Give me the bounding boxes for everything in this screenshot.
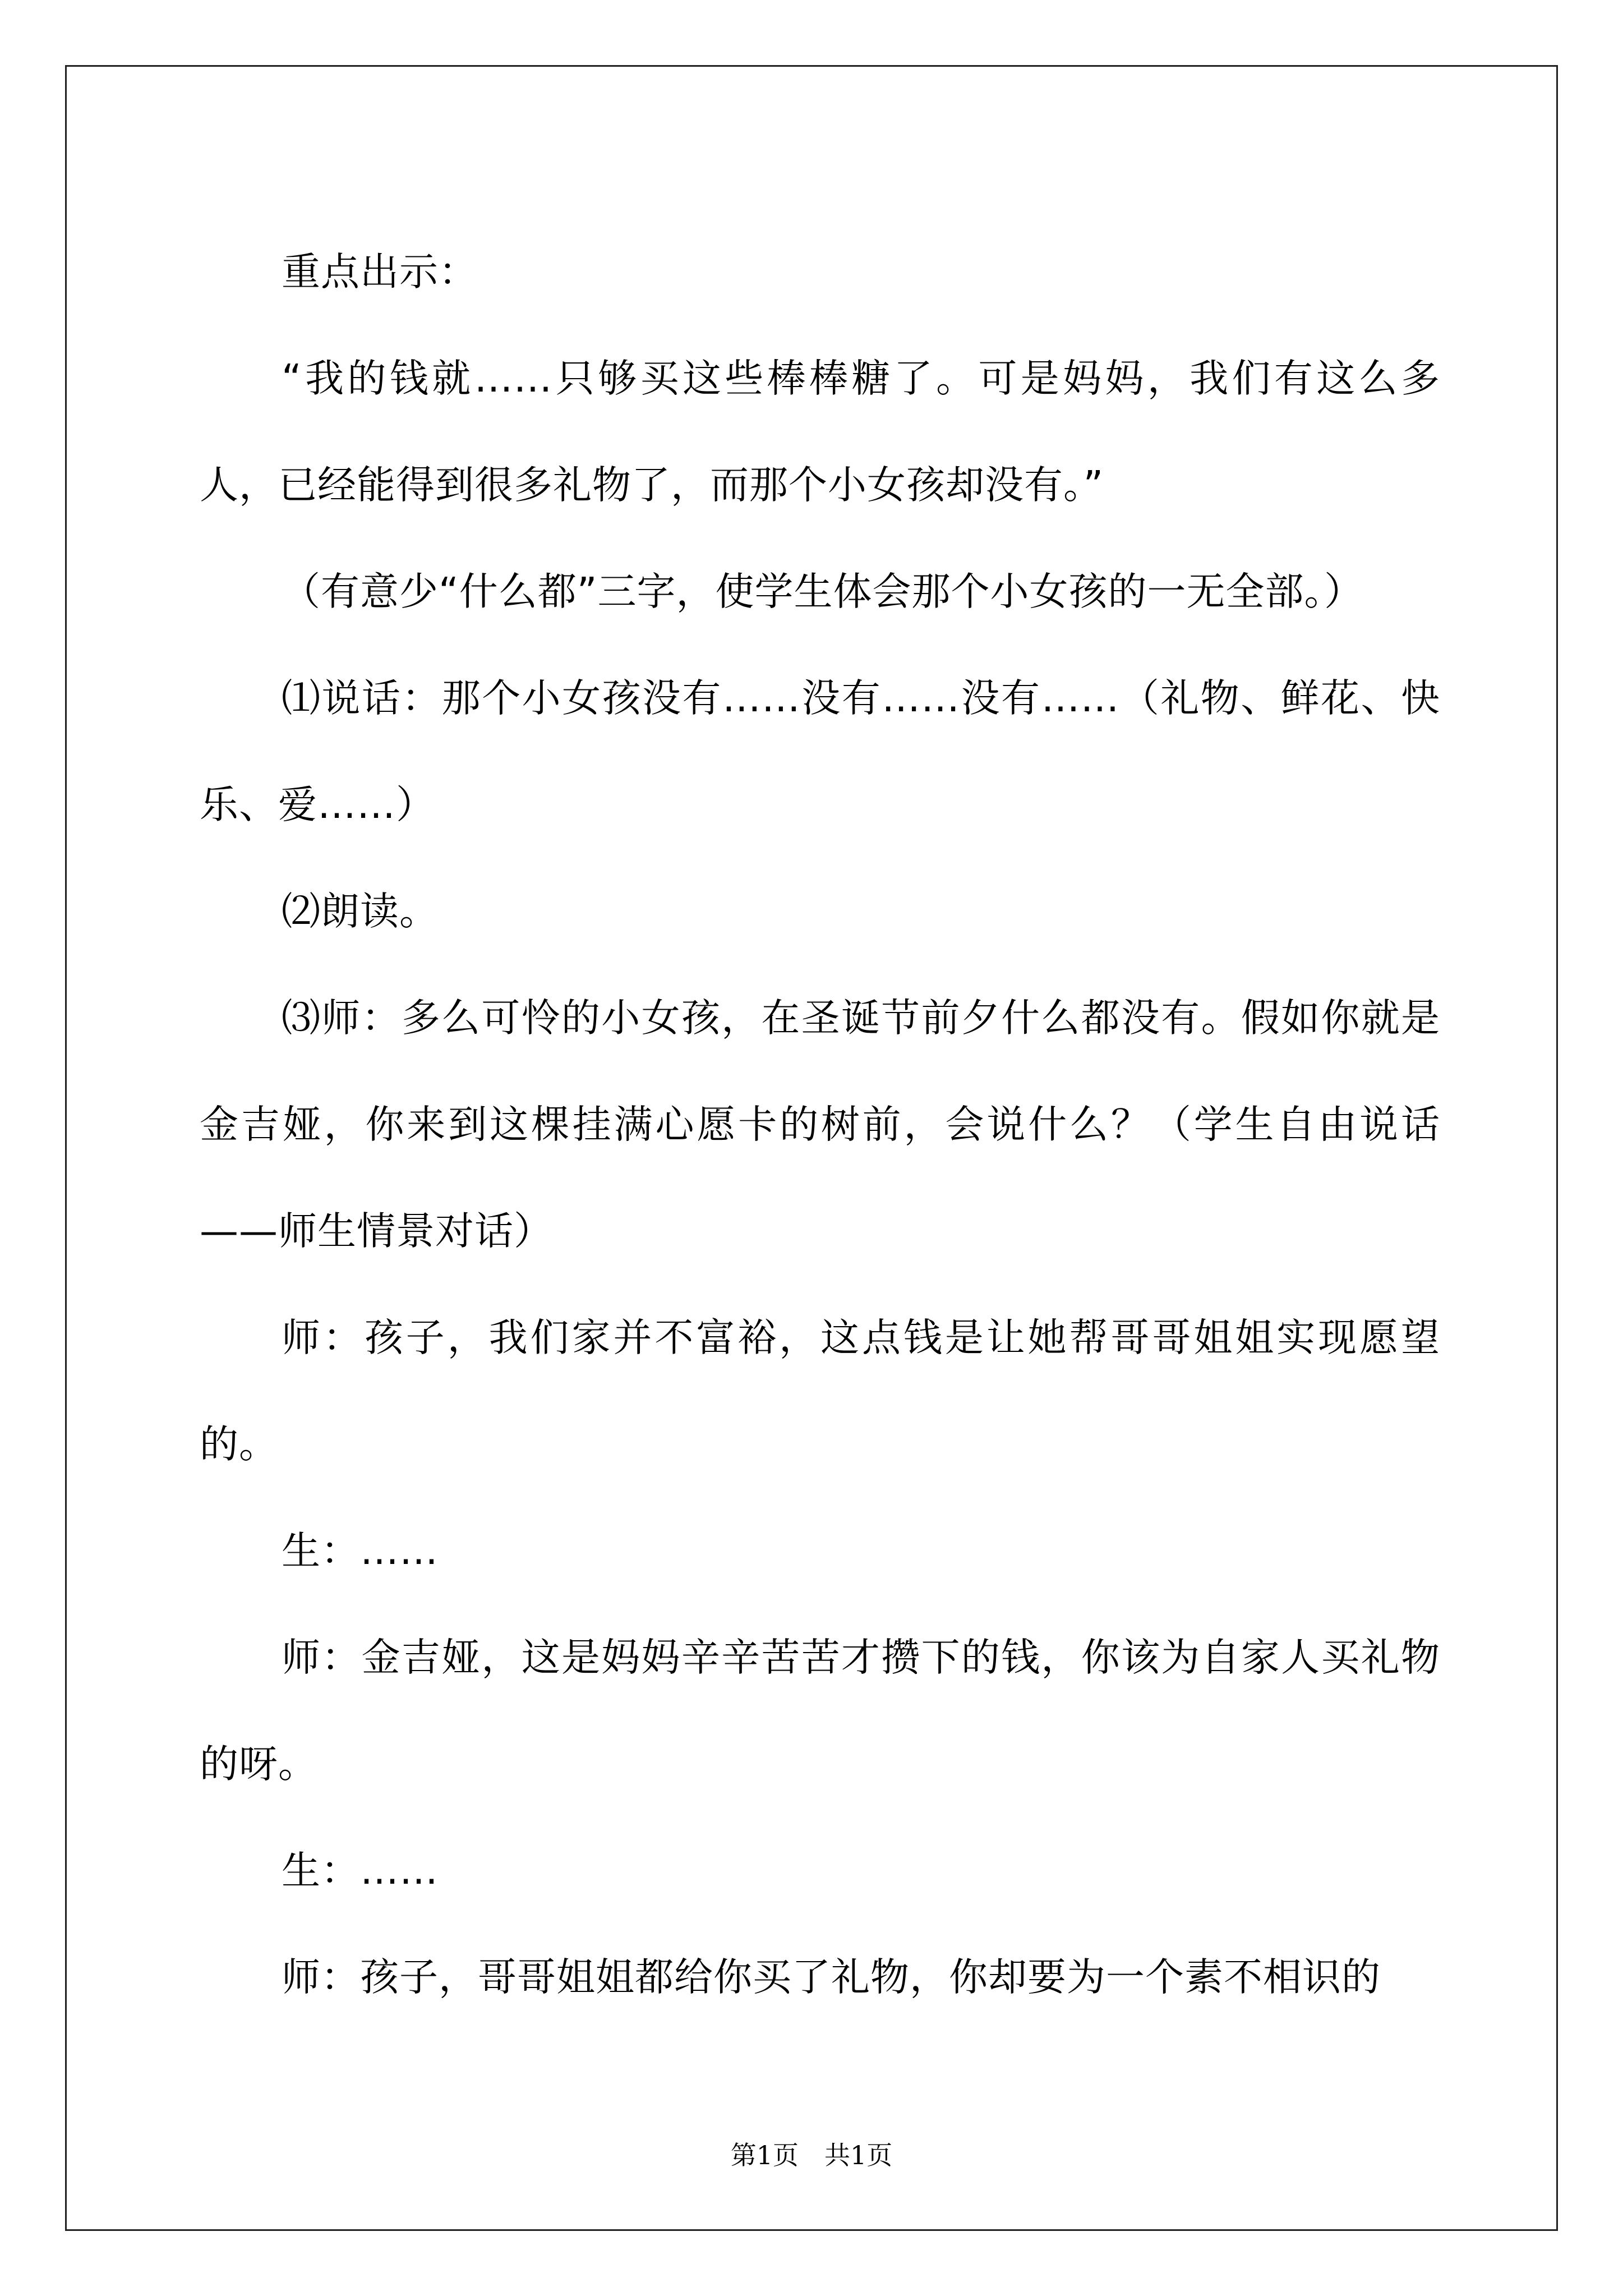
paragraph-step-2: ⑵朗读。 [282, 889, 439, 934]
paragraph-note: （有意少“什么都”三字，使学生体会那个小女孩的一无全部。） [282, 569, 1363, 614]
paragraph-heading: 重点出示： [282, 250, 478, 295]
page-number: 第1页 [730, 2140, 799, 2170]
paragraph-student-1: 生：…… [282, 1529, 439, 1573]
paragraph-teacher-2: 师：金吉娅，这是妈妈辛辛苦苦才攒下的钱，你该为自家人买礼物的呀。 [200, 1635, 1440, 1787]
paragraph-step-1: ⑴说话：那个小女孩没有……没有……没有……（礼物、鲜花、快乐、爱……） [200, 676, 1440, 827]
paragraph-teacher-3: 师：孩子，哥哥姐姐都给你买了礼物，你却要为一个素不相识的 [282, 1955, 1381, 2000]
paragraph-student-2: 生：…… [282, 1848, 439, 1893]
paragraph-teacher-1: 师：孩子，我们家并不富裕，这点钱是让她帮哥哥姐姐实现愿望的。 [200, 1315, 1440, 1467]
page-total: 共1页 [824, 2140, 893, 2170]
paragraph-step-3: ⑶师：多么可怜的小女孩，在圣诞节前夕什么都没有。假如你就是金吉娅，你来到这棵挂满心愿卡的树前，会说什么？（学生自由说话——师生情景对话） [200, 996, 1440, 1254]
paragraph-quote: “我的钱就……只够买这些棒棒糖了。可是妈妈，我们有这么多人，已经能得到很多礼物了，而那个小女孩却没有。” [200, 356, 1440, 508]
document-body [200, 219, 1440, 2031]
page-footer [0, 2135, 1623, 2172]
